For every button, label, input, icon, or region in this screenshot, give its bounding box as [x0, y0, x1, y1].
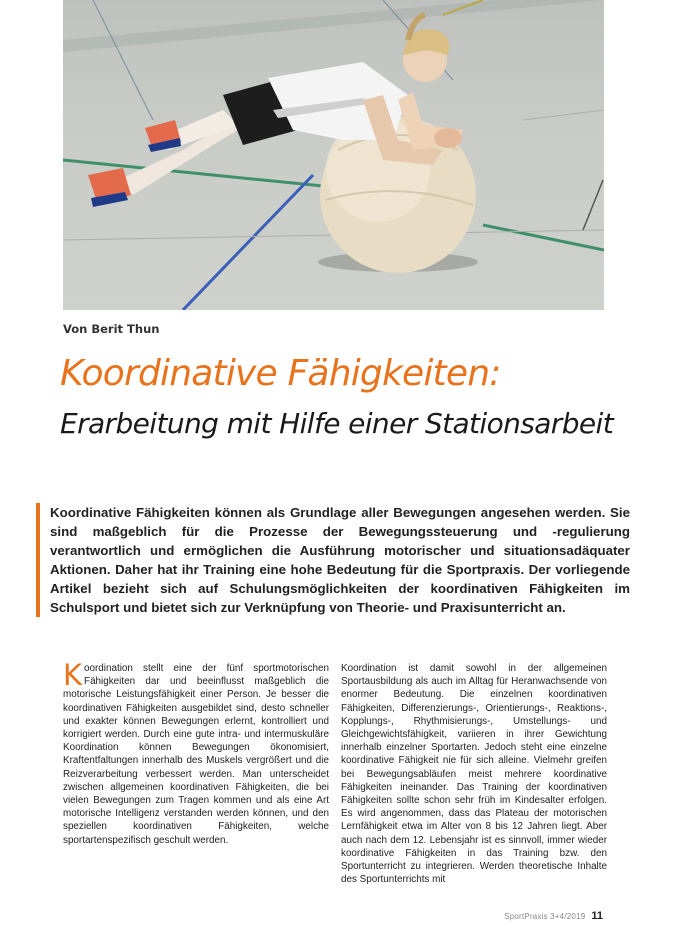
plank-on-exercise-ball-photo — [63, 0, 604, 310]
article-subtitle: Erarbeitung mit Hilfe einer Stationsarbeit — [60, 407, 614, 440]
body-left-text: oordination stellt eine der fünf sportmotorischen Fähigkeiten dar und beeinflusst maßgeblich die motorische Leistungsfähigkeit einer Person. Je besser die koordinativen Fähigkeiten ausgebildet sind, desto schneller und exakter können Bewegungen erlernt, kontrolliert und korrigiert werden. Durch eine gute intra- und intermuskuläre Koordination können Bewegungen ökonomisiert, Kraftentfaltungen innerhalb des Muskels vergrößert und die Reizverarbeitung verbessert werden. Man unterscheidet zwischen allgemeinen koordinativen Fähigkeiten, die bei vielen Bewegungen zum Tragen kommen und als eine Art motorische Intelligenz verstanden werden können, und den speziellen koordinativen Fähigkeiten, welche sportartenspezifisch geschult werden. — [63, 663, 329, 846]
article-photo — [63, 0, 604, 310]
page-number: 11 — [591, 910, 603, 922]
body-column-right: Koordination ist damit sowohl in der allgemeinen Sportausbildung als auch im Alltag für Heranwachsende von enormer Bedeutung. Die einzelnen koordinativen Fähigkeiten, Differenzierungs-, Orientierungs-, Reaktions-, Kopplungs-, Rhythmisierungs-, Umstellungs- und Gleichgewichtsfähigkeit, variieren in ihrer Gewichtung innerhalb einzelner Sportarten. Jedoch steht eine einzelne koordinative Fähigkeit nie für sich alleine. Vielmehr greifen bei Bewegungsabläufen meist mehrere koordinative Fähigkeiten ineinander. Das Training der koordinativen Fähigkeiten sollte schon sehr früh im Kindesalter erfolgen. Es wird angenommen, dass das Plateau der motorischen Lernfähigkeit etwa im Alter von 8 bis 12 Jahren liegt. Aber auch nach dem 12. Lebensjahr ist es sinnvoll, immer wieder koordinative Fähigkeiten in das Training bzw. den Sportunterricht zu integrieren. Werden theoretische Inhalte des Sportunterrichts mit — [341, 663, 607, 886]
page-footer — [504, 906, 603, 924]
journal-name: SportPraxis 3+4/2019 — [504, 912, 586, 921]
drop-cap: K — [63, 658, 83, 692]
body-column-left — [63, 658, 329, 847]
lead-paragraph: Koordinative Fähigkeiten können als Grundlage aller Bewegungen angesehen werden. Sie sind maßgeblich für die Prozesse der Bewegungssteuerung und -regulierung verantwortlich und ermöglichen die Ausführung motorischer und situationsadäquater Aktionen. Daher hat ihr Training eine hohe Bedeutung für die Sportpraxis. Der vorliegende Artikel bezieht sich auf Schulungsmöglichkeiten der koordinativen Fähigkeiten im Schulsport und bietet sich zur Verknüpfung von Theorie- und Praxisunterricht an. — [36, 503, 630, 617]
article-title: Koordinative Fähigkeiten: — [60, 353, 501, 394]
byline: Von Berit Thun — [63, 322, 160, 336]
